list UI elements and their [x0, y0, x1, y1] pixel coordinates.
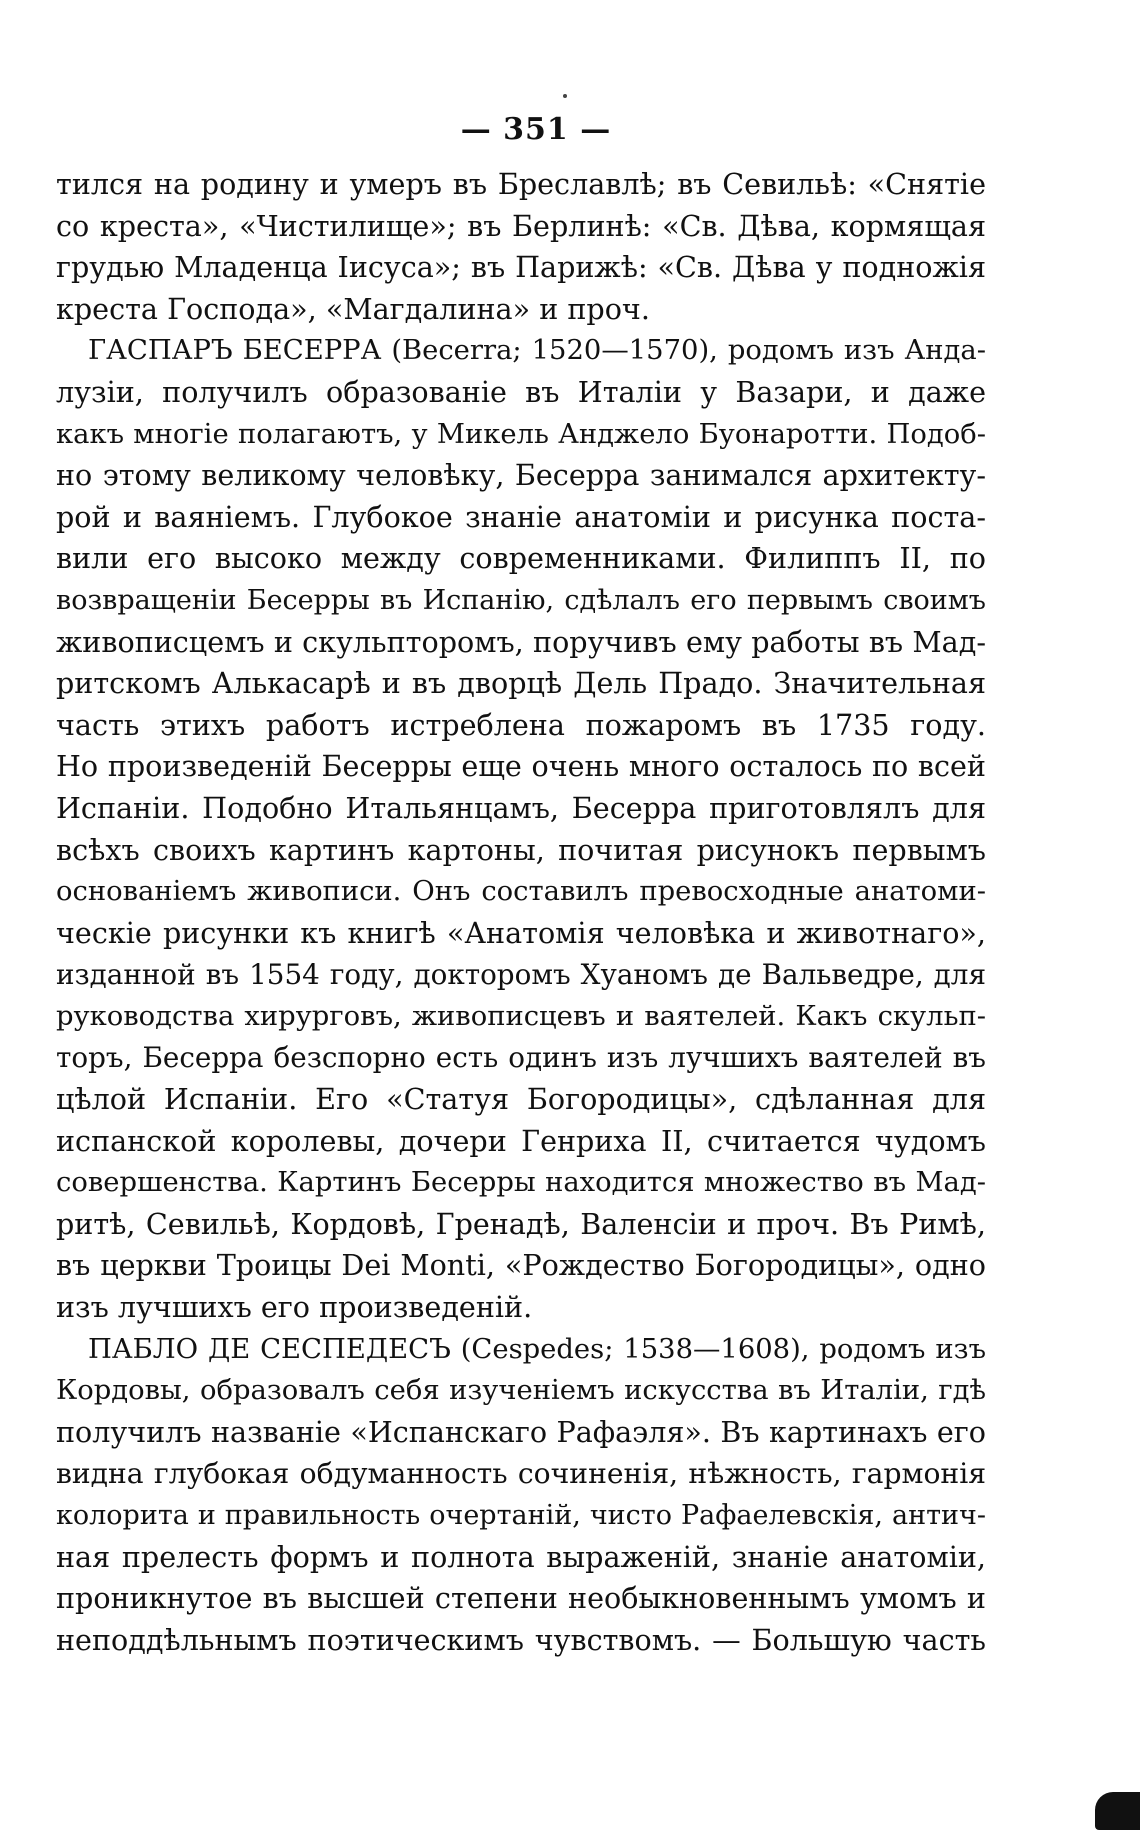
text-line: тился на родину и умеръ въ Бреславлѣ; въ Севильѣ: «Снятіе [56, 167, 986, 201]
text-line: проникнутое въ высшей степени необыкновеннымъ умомъ и [56, 1581, 986, 1616]
text-line: изъ лучшихъ его произведеній. [56, 1290, 533, 1325]
text-line: вили его высоко между современниками. Филиппъ II, по [56, 541, 986, 576]
text-line: ГАСПАРЪ БЕСЕРРА (Becerra; 1520—1570), родомъ изъ Анда- [88, 335, 986, 367]
text-line: но этому великому человѣку, Бесерра занимался архитекту- [56, 458, 986, 493]
text-line: ная прелесть формъ и полнота выраженій, знаніе анатоміи, [56, 1539, 986, 1574]
text-line: въ церкви Троицы Dei Monti, «Рождество Богородицы», одно [56, 1248, 986, 1283]
text-line: видна глубокая обдуманность сочиненія, нѣжность, гармонія [56, 1457, 986, 1491]
page-body-text [56, 164, 986, 1661]
text-line: лузіи, получилъ образованіе въ Италіи у Вазари, и даже [56, 374, 986, 409]
text-line: со креста», «Чистилище»; въ Берлинѣ: «Св. Дѣва, кормящая [56, 208, 986, 243]
text-line: неподдѣльнымъ поэтическимъ чувствомъ. — Большую часть [56, 1622, 986, 1657]
book-page [56, 104, 986, 1661]
text-line: колорита и правильность очертаній, чисто Рафаелевскія, антич- [56, 1500, 986, 1531]
text-line: креста Господа», «Магдалина» и проч. [56, 291, 650, 326]
text-line: изданной въ 1554 году, докторомъ Хуаномъ де Вальведре, для [56, 958, 986, 992]
page-number: — 351 — [460, 112, 612, 147]
text-line: рой и ваяніемъ. Глубокое знаніе анатоміи и рисунка поста- [56, 499, 986, 534]
text-line: ритскомъ Алькасарѣ и въ дворцѣ Дель Прадо. Значительная [56, 666, 986, 701]
text-line: возвращеніи Бесерры въ Испанію, сдѣлалъ его первымъ своимъ [56, 584, 986, 616]
text-line: какъ многіе полагаютъ, у Микель Анджело Буонаротти. Подоб- [56, 418, 986, 450]
text-line: ческіе рисунки къ книгѣ «Анатомія человѣка и животнаго», [56, 915, 986, 950]
text-line: часть этихъ работъ истреблена пожаромъ въ 1735 году. [56, 707, 986, 742]
text-line: руководства хирурговъ, живописцевъ и ваятелей. Какъ скульп- [56, 1000, 986, 1032]
text-line: ПАБЛО ДЕ СЕСПЕДЕСЪ (Cespedes; 1538—1608), родомъ изъ [88, 1333, 986, 1365]
ink-dot [563, 94, 567, 98]
text-line: Но произведеній Бесерры еще очень много осталось по всей [56, 749, 986, 784]
text-line: совершенства. Картинъ Бесерры находится множество въ Мад- [56, 1167, 986, 1199]
corner-ink-mark [1095, 1792, 1140, 1830]
text-line: торъ, Бесерра безспорно есть одинъ изъ лучшихъ ваятелей въ [56, 1041, 986, 1075]
text-line: грудью Младенца Іисуса»; въ Парижѣ: «Св. Дѣва у подножія [56, 250, 986, 285]
text-line: цѣлой Испаніи. Его «Статуя Богородицы», сдѣланная для [56, 1082, 986, 1117]
text-line: ритѣ, Севильѣ, Кордовѣ, Гренадѣ, Валенсіи и проч. Въ Римѣ, [56, 1206, 986, 1241]
text-line: живописцемъ и скульпторомъ, поручивъ ему работы въ Мад- [56, 624, 986, 659]
text-line: Кордовы, образовалъ себя изученіемъ искусства въ Италіи, гдѣ [56, 1375, 986, 1407]
text-line: всѣхъ своихъ картинъ картоны, почитая рисунокъ первымъ [56, 832, 986, 867]
text-line: Испаніи. Подобно Итальянцамъ, Бесерра приготовлялъ для [56, 790, 986, 825]
text-line: получилъ названіе «Испанскаго Рафаэля». Въ картинахъ его [56, 1414, 986, 1449]
text-line: испанской королевы, дочери Генриха II, считается чудомъ [56, 1123, 986, 1158]
text-line: основаніемъ живописи. Онъ составилъ превосходные анатоми- [56, 876, 986, 908]
